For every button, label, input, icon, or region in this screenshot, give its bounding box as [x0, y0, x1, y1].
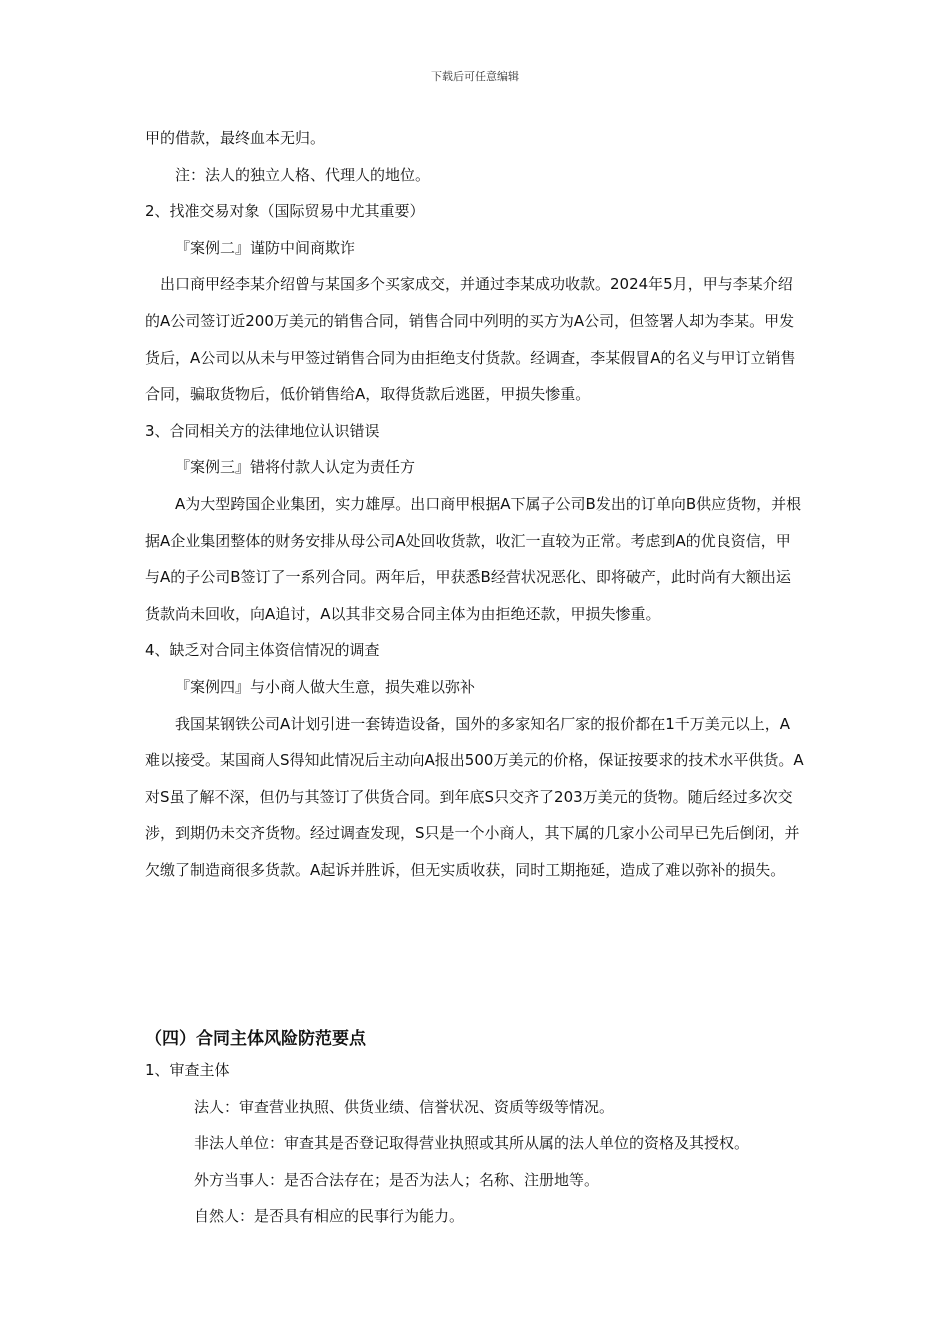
- case-title: 『案例三』错将付款人认定为责任方: [175, 458, 416, 477]
- numbered-heading: 4、缺乏对合同主体资信情况的调查: [145, 641, 380, 660]
- case-title: 『案例二』谨防中间商欺诈: [175, 238, 356, 257]
- page-header: 下载后可任意编辑: [431, 70, 519, 83]
- document-body: [145, 120, 805, 888]
- list-item: 自然人：是否具有相应的民事行为能力。: [194, 1207, 465, 1226]
- numbered-heading: 3、合同相关方的法律地位认识错误: [145, 421, 380, 440]
- case-paragraph: 我国某钢铁公司A计划引进一套铸造设备，国外的多家知名厂家的报价都在1千万美元以上，A难以接受。某国商人S得知此情况后主动向A报出500万美元的价格，保证按要求的技术水平供货。A对S虽了解不深，但仍与其签订了供货合同。到年底S只交齐了203万美元的货物。随后经过多次交涉，到期仍未交齐货物。经过调查发现，S只是一个小商人，其下属的几家小公司早已先后倒闭，并欠缴了制造商很多货款。A起诉并胜诉，但无实质收获，同时工期拖延，造成了难以弥补的损失。: [145, 714, 804, 879]
- note-line: 注：法人的独立人格、代理人的地位。: [175, 165, 431, 184]
- numbered-heading: 2、找准交易对象（国际贸易中尤其重要）: [145, 202, 425, 221]
- case-title: 『案例四』与小商人做大生意，损失难以弥补: [175, 677, 476, 696]
- section-body: [145, 1052, 825, 1235]
- case-paragraph: A为大型跨国企业集团，实力雄厚。出口商甲根据A下属子公司B发出的订单向B供应货物，并根据A企业集团整体的财务安排从母公司A处回收货款，收汇一直较为正常。考虑到A的优良资信，甲与A的子公司B签订了一系列合同。两年后，甲获悉B经营状况恶化、即将破产，此时尚有大额出运货款尚未回收，向A追讨，A以其非交易合同主体为由拒绝还款，甲损失惨重。: [145, 494, 802, 623]
- numbered-heading: 1、审查主体: [145, 1061, 230, 1079]
- case-paragraph: 出口商甲经李某介绍曾与某国多个买家成交，并通过李某成功收款。2024年5月，甲与李某介绍的A公司签订近200万美元的销售合同，销售合同中列明的买方为A公司，但签署人却为李某。甲发货后，A公司以从未与甲签过销售合同为由拒绝支付货款。经调查，李某假冒A的名义与甲订立销售合同，骗取货物后，低价销售给A，取得货款后逃匿，甲损失惨重。: [145, 275, 796, 404]
- list-item: 外方当事人：是否合法存在；是否为法人；名称、注册地等。: [194, 1170, 600, 1189]
- paragraph: 甲的借款，最终血本无归。: [145, 129, 326, 147]
- list-item: 非法人单位：审查其是否登记取得营业执照或其所从属的法人单位的资格及其授权。: [194, 1134, 750, 1153]
- section-title: （四）合同主体风险防范要点: [145, 1029, 366, 1049]
- list-item: 法人：审查营业执照、供货业绩、信誉状况、资质等级等情况。: [194, 1097, 615, 1116]
